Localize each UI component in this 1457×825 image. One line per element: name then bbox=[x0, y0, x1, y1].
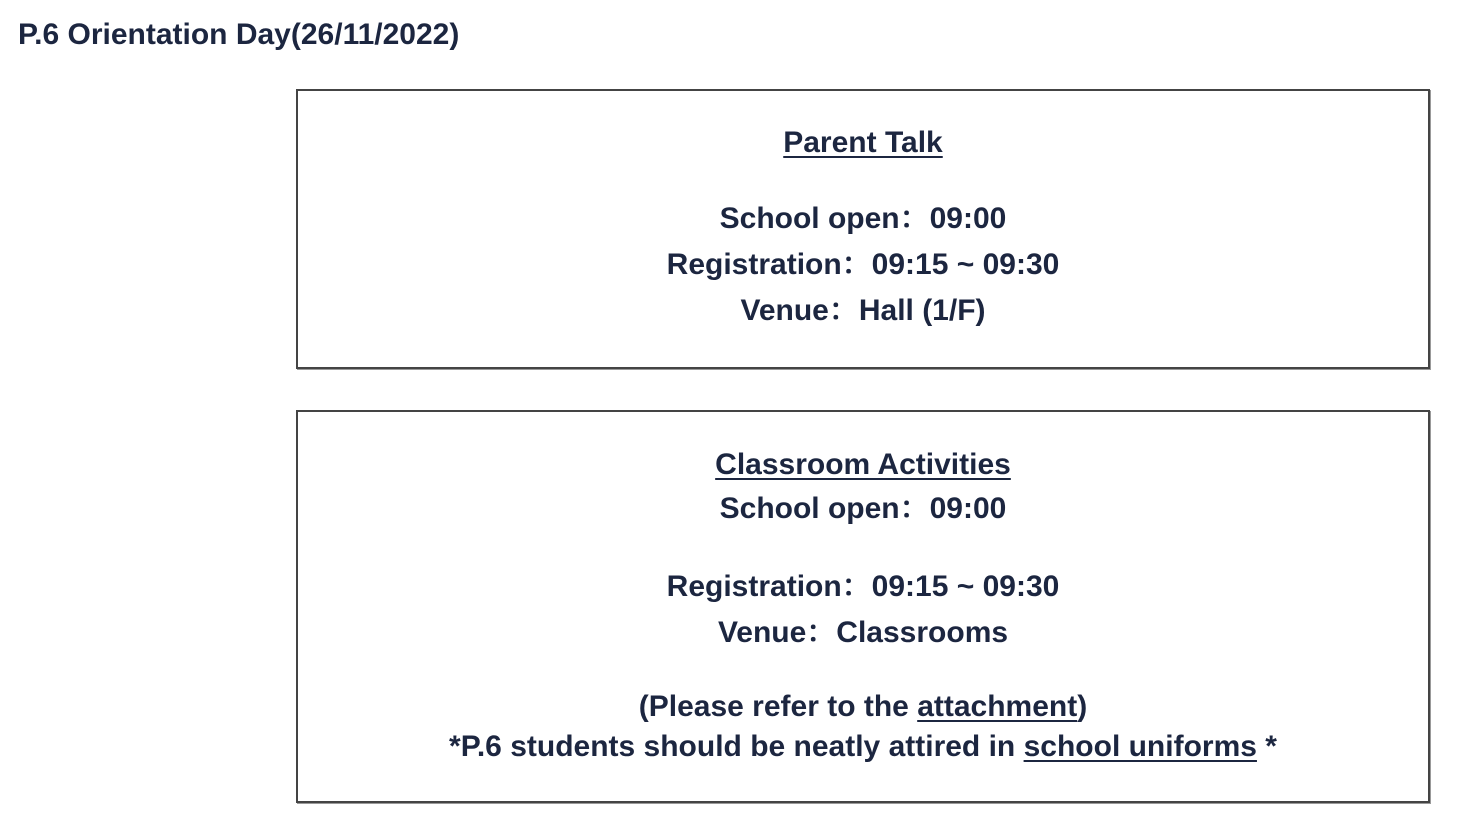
attachment-note-suffix: ) bbox=[1077, 690, 1088, 723]
attachment-link[interactable]: attachment bbox=[917, 690, 1078, 723]
parent-talk-heading: Parent Talk bbox=[783, 126, 943, 159]
parent-talk-registration: Registration：09:15 ~ 09:30 bbox=[666, 248, 1060, 281]
attachment-note bbox=[298, 687, 1428, 727]
uniform-note-prefix: *P.6 students should be neatly attired in bbox=[449, 730, 1024, 763]
parent-talk-school-open: School open：09:00 bbox=[719, 202, 1007, 235]
classroom-activities-heading: Classroom Activities bbox=[715, 448, 1011, 481]
page-title: P.6 Orientation Day(26/11/2022) bbox=[18, 18, 460, 51]
uniform-note bbox=[298, 727, 1428, 767]
classroom-activities-registration: Registration：09:15 ~ 09:30 bbox=[666, 570, 1060, 603]
classroom-activities-school-open: School open：09:00 bbox=[719, 492, 1007, 525]
attachment-note-prefix: (Please refer to the bbox=[638, 690, 918, 723]
classroom-activities-venue: Venue：Classrooms bbox=[717, 616, 1009, 649]
school-uniforms-link[interactable]: school uniforms bbox=[1023, 730, 1257, 763]
classroom-activities-box bbox=[296, 410, 1430, 803]
parent-talk-venue: Venue：Hall (1/F) bbox=[740, 294, 986, 327]
parent-talk-box bbox=[296, 89, 1430, 369]
uniform-note-suffix: * bbox=[1256, 730, 1277, 763]
